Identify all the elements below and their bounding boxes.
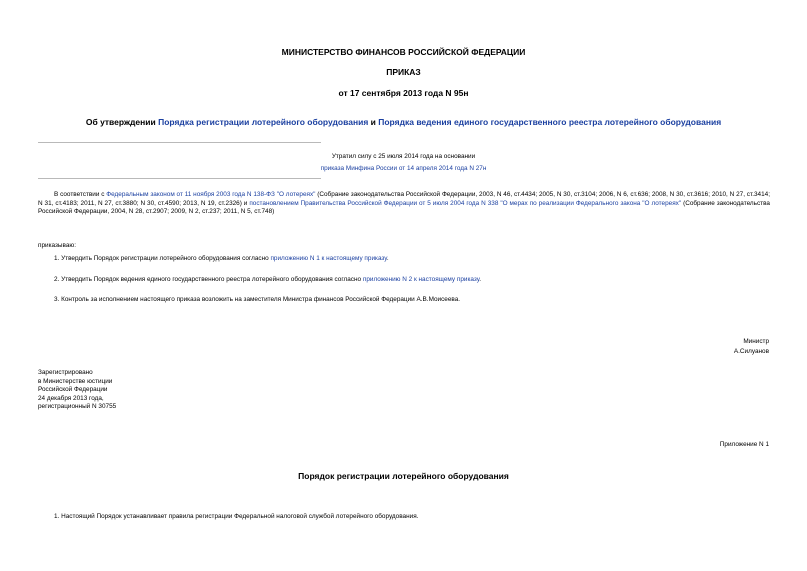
title-prefix: Об утверждении xyxy=(85,117,159,127)
appendix-1-link[interactable]: приложению N 1 к настоящему приказу xyxy=(270,255,387,262)
signature-position: Министр xyxy=(743,338,769,345)
order-item-3 xyxy=(54,296,770,305)
separator-line xyxy=(38,142,321,143)
registration-line: регистрационный N 30755 xyxy=(38,403,117,411)
title-conjunction: и xyxy=(368,117,379,127)
title-link-registration-procedure[interactable]: Порядка регистрации лотерейного оборудования xyxy=(158,117,369,127)
doc-type-heading: ПРИКАЗ xyxy=(386,67,421,77)
order-item-text: 1. Утвердить Порядок регистрации лотерейного оборудования согласно xyxy=(54,255,271,262)
appendix-label: Приложение N 1 xyxy=(719,441,769,448)
order-item-2 xyxy=(54,276,770,285)
status-note-text: Утратил силу с 25 июля 2014 года на основании xyxy=(331,153,476,160)
separator-line xyxy=(38,178,321,179)
order-item-tail: . xyxy=(386,255,389,262)
preamble-link-law[interactable]: Федеральным законом от 11 ноября 2003 года N 138-ФЗ "О лотереях" xyxy=(106,191,316,198)
appendix-item-1: 1. Настоящий Порядок устанавливает правила регистрации Федеральной налоговой службой лотерейного оборудования. xyxy=(54,513,419,520)
appendix-2-link[interactable]: приложению N 2 к настоящему приказу xyxy=(362,276,480,283)
preamble-text: (Собрание законодательства Российской Федерации, 2004, N 28, ст.2907; 2009, N 2, ст.237; 2011, N 5, ст.748) xyxy=(38,199,770,216)
registration-line: в Министерстве юстиции xyxy=(38,377,113,385)
registration-line: Зарегистрировано xyxy=(38,369,93,376)
order-item-1 xyxy=(54,255,770,264)
registration-line: Российской Федерации xyxy=(38,386,108,394)
order-item-text: 2. Утвердить Порядок ведения единого государственного реестра лотерейного оборудования согласно xyxy=(54,276,363,283)
order-word: приказываю: xyxy=(38,242,76,249)
registration-line: 24 декабря 2013 года, xyxy=(38,394,104,402)
appendix-title: Порядок регистрации лотерейного оборудования xyxy=(298,471,509,481)
status-note-link[interactable]: приказа Минфина России от 14 апреля 2014 года N 27н xyxy=(320,165,487,172)
preamble-link-resolution[interactable]: постановлением Правительства Российской Федерации от 5 июля 2004 года N 338 "О мерах по реализации Федерального закона "О лотереях" xyxy=(249,199,682,207)
preamble-text: В соответствии с xyxy=(54,191,107,198)
preamble-text: (Собрание законодательства Российской Федерации, 2003, N 46, ст.4434; 2005, N 30, ст.3104; 2006, N 6, ст.636; 2008, N 30, ст.3616; 2010, N 27, ст.3414; N 31, ст.4183; 2011, N 27, ст.3880; N 30, ст.4590; 2013, N 19, ст.2326) и xyxy=(38,191,770,207)
ministry-heading: МИНИСТЕРСТВО ФИНАНСОВ РОССИЙСКОЙ ФЕДЕРАЦИИ xyxy=(281,47,526,57)
order-item-tail: . xyxy=(479,276,482,283)
title-link-registry-procedure[interactable]: Порядка ведения единого государственного реестра лотерейного оборудования xyxy=(378,117,722,127)
order-title xyxy=(0,117,807,127)
order-date: от 17 сентября 2013 года N 95н xyxy=(338,88,469,98)
order-item-text: 3. Контроль за исполнением настоящего приказа возложить на заместителя Министра финансов Российской Федерации А.В.Моисеева. xyxy=(54,296,461,303)
signature-name: А.Силуанов xyxy=(733,348,769,355)
registration-block xyxy=(38,369,116,412)
preamble-paragraph xyxy=(38,191,770,217)
